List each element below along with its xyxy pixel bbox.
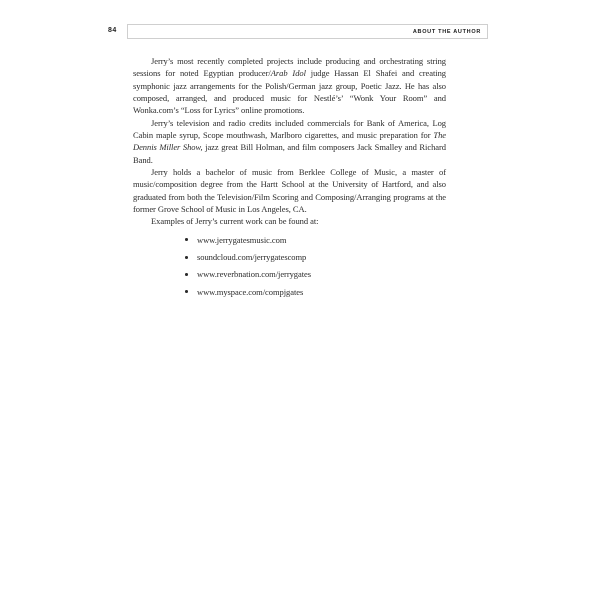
list-item	[185, 268, 446, 280]
bullet-icon	[185, 238, 188, 241]
about-author-text	[133, 55, 446, 303]
link-url: www.myspace.com/compjgates	[197, 286, 304, 297]
running-head-box	[127, 24, 488, 39]
list-item	[185, 234, 446, 246]
links-list	[133, 234, 446, 298]
links-intro: Examples of Jerry’s current work can be found at:	[151, 216, 319, 227]
paragraph-education: Jerry holds a bachelor of music from Berklee College of Music, a master of music/composition degree from the Hartt School at the University of Hartford, and also graduated from both the Television/Film Scoring and Composing/Arranging programs at the former Grove School of Music in Los Angeles, CA.	[133, 167, 446, 215]
page-number: 84	[108, 27, 117, 34]
bullet-icon	[185, 256, 188, 259]
link-url: www.reverbnation.com/jerrygates	[197, 269, 312, 280]
list-item	[185, 251, 446, 263]
link-url: www.jerrygatesmusic.com	[197, 234, 287, 245]
bullet-icon	[185, 290, 188, 293]
link-url: soundcloud.com/jerrygatescomp	[197, 252, 307, 263]
paragraph-projects: Jerry’s most recently completed projects include producing and orchestrating string sessions for noted Egyptian producer/Arab Idol judge Hassan El Shafei and creating symphonic jazz arrangements for the Polish/German jazz group, Poetic Jazz. He has also composed, arranged, and produced music for Nestlé’s’ “Wonk Your Room” and Wonka.com’s “Loss for Lyrics” online promotions.	[133, 56, 446, 116]
bullet-icon	[185, 273, 188, 276]
paragraph-credits: Jerry’s television and radio credits included commercials for Bank of America, Log Cabin maple syrup, Scope mouthwash, Marlboro cigarettes, and music preparation for The Dennis Miller Show, jazz great Bill Holman, and film composers Jack Smalley and Richard Band.	[133, 117, 446, 165]
running-head-title: ABOUT THE AUTHOR	[412, 28, 481, 35]
list-item	[185, 286, 446, 298]
